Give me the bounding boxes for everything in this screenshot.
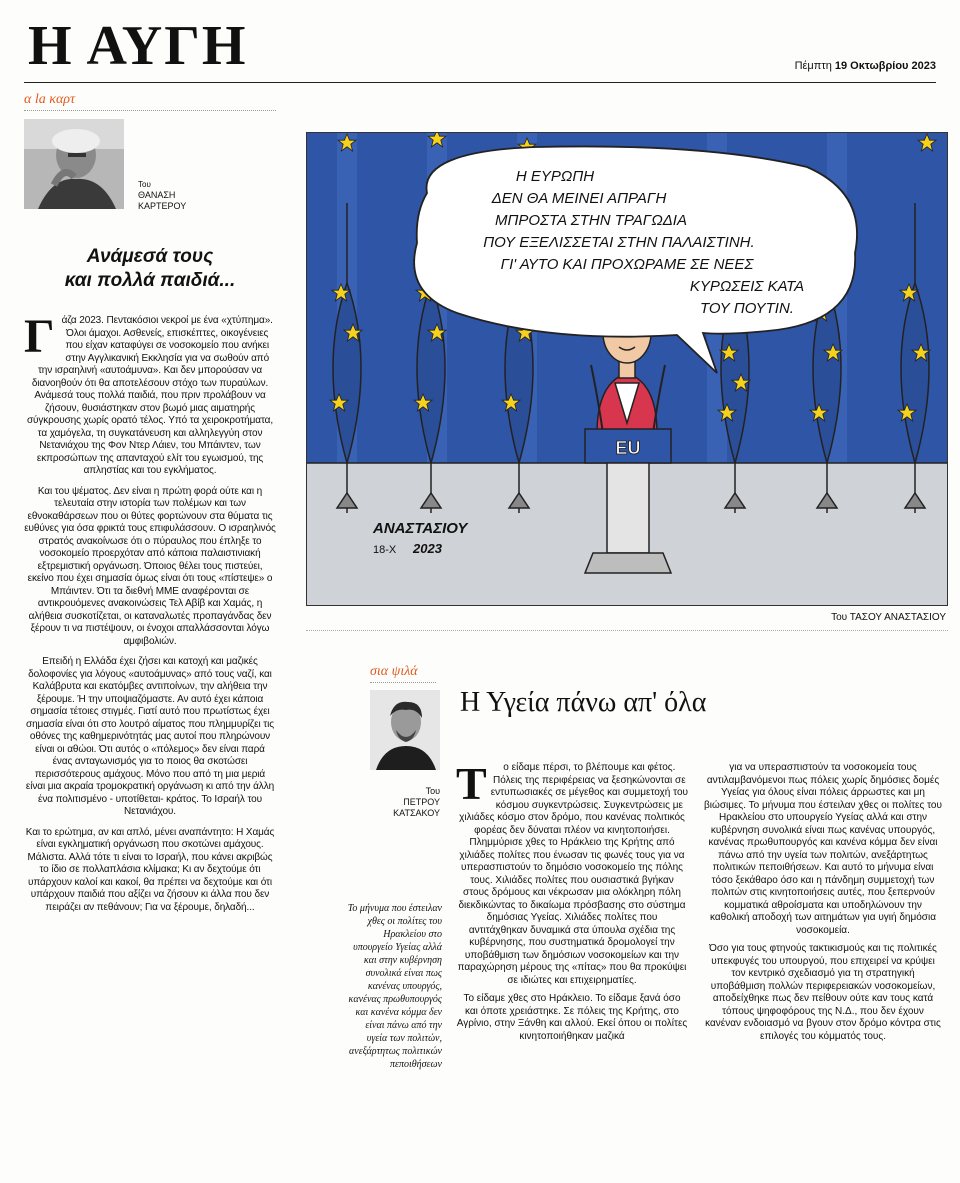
issue-date-day: Πέμπτη xyxy=(794,60,832,72)
speech-line-1: Η ΕΥΡΩΠΗ xyxy=(515,168,595,185)
right-byline xyxy=(370,786,440,819)
right-paragraph-2: Το είδαμε χθες στο Ηράκλειο. Το είδαμε ξανά όσο και όποτε χρειάστηκε. Σε πόλεις της Κρήτης, στο Αγρίνιο, στην Ξάνθη και αλλού. Εκεί όπου οι πολίτες κινητοποιήθηκαν μαζικά xyxy=(456,993,688,1042)
left-paragraph-3: Επειδή η Ελλάδα έχει ζήσει και κατοχή και μαζικές δολοφονίες για λόγους «αυτοάμυνας» από τους ναζί, και Καλάβρυτα και εκατόμβες αντιποίνων, την αλήθεια την ξέρουμε. Ή την υποψιαζόμαστε. Αν αυτό έχει κάποια σημασία τέτοιες στιγμές. Γιατί αυτό που πρωτίστως έχει σημασία είναι ότι στο λουτρό αίματος που πλημμυρίζει τις οθόνες της καθημερινότητάς μας αυτοί που πληρώνουν είναι οι αθώοι. Ότι αυτός ο «πόλεμος» δεν είναι παρά ένας ανταγωνισμός για το ποιος θα σκοτώσει περισσότερους αμάχους. Μόνο που από τη μια μεριά είναι μια ακραία τρομοκρατική οργάνωση κι από την άλλη ένα πολιτισμένο - υποτίθεται- κράτος. Το Ισραήλ του Νετανιάχου. xyxy=(25,656,275,817)
cartoon-divider xyxy=(306,630,948,631)
left-article xyxy=(24,92,276,922)
right-article-column-1 xyxy=(456,758,688,1049)
left-paragraph-1-text: άζα 2023. Πεντακόσιοι νεκροί με ένα «χτύπημα». Όλοι άμαχοι. Ασθενείς, επισκέπτες, οικογένειες που είχαν καταφύγει σε νοσοκομείο που ανήκει στην Αγγλικανική Εκκλησία για να σωθούν από την ισραηλινή «αυτοάμυνα». Και δεν μπορούσαν να διανοηθούν ότι θα αποτελέσουν στόχο των πυραύλων. Ανάμεσά τους πολλά παιδιά, που πριν προλάβουν να ζήσουν, θυσιάστηκαν στον βωμό μιας αιματηρής σύγκρουσης χωρίς ορατό τέλος. Υπό τα χειροκροτήματα, τα χαμόγελα, τη συγκατάνευση και αλληλεγγύη στον Νετανιάχου της Φον Ντερ Λάιεν, του Μπάιντεν, των εκπροσώπων της απανταχού ελίτ του εγωισμού, της απληστίας και του εγκλήματος. xyxy=(26,315,274,476)
left-section-divider xyxy=(24,110,276,111)
right-article-column-2 xyxy=(704,762,942,1049)
cartoon-credit-of: Του xyxy=(831,612,848,623)
left-paragraph-4: Και το ερώτημα, αν και απλό, μένει αναπάντητο: Η Χαμάς είναι εγκληματική οργάνωση που σκοτώνει αμάχους. Μάλιστα. Αλλά τότε τι είναι το Ισραήλ, που κάνει ακριβώς το ίδιο σε πολλαπλάσια κλίμακα; Κι αν δεχτούμε ότι υπάρχουν καλοί και κακοί, θα πρέπει να δεχτούμε και ότι υπάρχουν παιδιά που αξίζει να ζήσουν κι άλλα που δεν πειράζει αν πεθάνουν; Για να ξέρουμε, δηλαδή... xyxy=(25,826,275,913)
signature-year: 2023 xyxy=(413,541,442,556)
masthead-rule xyxy=(24,82,936,83)
right-paragraph-3: για να υπερασπιστούν τα νοσοκομεία τους αντιλαμβανόμενοι πως πόλεις χωρίς δημόσιες δομές Υγείας για όλους είναι πόλεις άρρωστες και μη βιώσιμες. Το μήνυμα που έστειλαν χθες οι πολίτες του Ηρακλείου στο υπουργείο Υγείας αλλά και στην κυβέρνηση συνολικά είναι πως κανένας υπουργός, κανένας πρωθυπουργός και κανένα κόμμα δεν είναι πάνω από την υγεία των πολιτών, ανεξάρτητως πολιτικών πεποιθήσεων. Και αυτό το μήνυμα είναι τόσο ξεκάθαρο όσο και η πάνδημη συμμετοχή των πολιτών στις κινητοποιήσεις αυτές, που ξεπερνούν κομματικά αθροίσματα και υποδηλώνουν την καθολική αποδοχή των αιτημάτων για υγιή δημόσια νοσοκομεία. xyxy=(704,762,942,936)
podium-label: EU xyxy=(615,438,641,458)
left-article-body xyxy=(24,310,276,914)
left-author-box xyxy=(24,119,276,215)
pull-quote: Το μήνυμα που έστειλαν χθες οι πολίτες του Ηρακλείου στο υπουργείο Υγείας αλλά και στην κυβέρνηση συνολικά είναι πως κανένας υπουργός, κανένας πρωθυπουργός και κανένα κόμμα δεν είναι πάνω από την υγεία των πολιτών, ανεξάρτητως πολιτικών πεποιθήσεων xyxy=(347,903,442,1070)
speech-line-7: ΤΟΥ ΠΟΥΤΙΝ. xyxy=(700,300,794,317)
right-dropcap: Τ xyxy=(456,758,487,809)
speech-line-5: ΓΙ' ΑΥΤΟ ΚΑΙ ΠΡΟΧΩΡΑΜΕ ΣΕ ΝΕΕΣ xyxy=(500,256,754,273)
cartoon-credit xyxy=(831,612,946,623)
right-headline: Η Υγεία πάνω απ' όλα xyxy=(460,687,707,718)
newspaper-title: Η ΑΥΓΗ xyxy=(28,15,248,77)
cartoonist-signature: ΑΝΑΣΤΑΣΙΟΥ xyxy=(373,520,468,537)
issue-date xyxy=(795,60,936,72)
right-section-tag: σια ψιλά xyxy=(370,664,418,679)
left-author-first: ΘΑΝΑΣΗ xyxy=(138,190,176,200)
speech-line-6: ΚΥΡΩΣΕΙΣ ΚΑΤΑ xyxy=(689,278,805,295)
left-headline-line-1: Ανάμεσά τους xyxy=(86,246,214,267)
left-dropcap: Γ xyxy=(24,310,55,363)
right-section-divider xyxy=(370,682,436,683)
right-paragraph-1 xyxy=(456,758,688,987)
author-photo-katsakos xyxy=(370,690,440,770)
cartoon-credit-name: ΤΑΣΟΥ ΑΝΑΣΤΑΣΙΟΥ xyxy=(849,612,946,623)
author-photo-karteros xyxy=(24,119,124,209)
issue-date-rest: 19 Οκτωβρίου 2023 xyxy=(834,60,936,72)
left-headline-line-2: και πολλά παιδιά... xyxy=(64,270,236,291)
political-cartoon xyxy=(306,132,948,606)
right-paragraph-1-text: ο είδαμε πέρσι, το βλέπουμε και φέτος. Πόλεις της περιφέρειας να ξεσηκώνονται σε εντυπωσιακές σε μέγεθος και συμμετοχή του κόσμου συγκεντρώσεις. Συγκεντρώσεις με χιλιάδες κόσμο στον δρόμο, που κανένας πολιτικός φορέας δεν δύναται πλέον να κινητοποιήσει. Πλημμύρισε χθες το Ηράκλειο της Κρήτης από χιλιάδες πολίτες που ένωσαν τις φωνές τους για να υπερασπιστούν το δημόσιο νοσοκομείο της πόλης τους. Χιλιάδες πολίτες που ουσιαστικά βγήκαν στους δρόμους και νέκρωσαν μια ολόκληρη πόλη διεκδικώντας το δικαίωμα πρόσβασης στο σύστημα δημόσιας Υγείας. Χιλιάδες πολίτες που αντιτάχθηκαν δυναμικά στα ύπουλα σχέδια της κυβέρνησης, που συστηματικά δρομολογεί την υποβάθμιση των δημόσιων νοσοκομείων και την παραχώρηση μέρους της «πίτας» που θα προκύψει σε ιδιώτες και επιχειρηματίες. xyxy=(457,762,688,986)
right-author-last: ΚΑΤΣΑΚΟΥ xyxy=(393,808,440,818)
left-byline-of: Του xyxy=(138,180,151,189)
left-section-tag: α la καρτ xyxy=(24,92,76,107)
right-byline-of: Του xyxy=(425,786,440,796)
right-paragraph-4: Όσο για τους φτηνούς τακτικισμούς και τις πολιτικές υπεκφυγές του υπουργού, που επιχειρεί να κρύψει τον κεντρικό σχεδιασμό για τη στρατηγική υποβάθμιση πολλών περιφερειακών νοσοκομείων, αποδείχθηκε πως δεν πείθουν ούτε καν τους κατά τόπους ψηφοφόρους της Ν.Δ., που δεν έχουν κανέναν ενδοιασμό να βγουν στον δρόμο κόντρα στις επιλογές του κόμματός τους. xyxy=(705,943,941,1042)
left-headline xyxy=(24,245,276,293)
left-byline xyxy=(138,179,186,212)
masthead xyxy=(24,14,936,78)
left-paragraph-2: Και του ψέματος. Δεν είναι η πρώτη φορά ούτε και η τελευταία στην ιστορία των πολέμων και των εθνοκαθάρσεων που οι θύτες φορτώνουν στα θύματα τις ευθύνες για όσα φρικτά τους επιφυλάσσουν. Ο ισραηλινός στρατός ανακοίνωσε ότι ο πύραυλος που έπληξε το νοσοκομείο προερχόταν από κάποια παλαιστινιακή εξτρεμιστική οργάνωση. Όποιος θέλει τους πιστεύει, εκείνο που έχει σημασία όμως είναι ότι τους «πίστεψε» ο Μπάιντεν. Ότι τα διεθνή ΜΜΕ αναφέρονται σε αντικρουόμενες ανακοινώσεις Τελ Αβίβ και Χαμάς, η αλήθεια συσκοτίζεται, οι καταναλωτές προπαγάνδας δεν ξέρουν τι να πιστέψουν, οι ένοχοι απαλλάσσονται λόγω αμφιβολιών. xyxy=(24,485,276,647)
left-paragraph-1 xyxy=(24,310,276,478)
speech-line-4: ΠΟΥ ΕΞΕΛΙΣΣΕΤΑΙ ΣΤΗΝ ΠΑΛΑΙΣΤΙΝΗ. xyxy=(483,234,755,251)
signature-date: 18-X xyxy=(373,544,397,556)
left-author-last: ΚΑΡΤΕΡΟΥ xyxy=(138,201,187,211)
speech-line-2: ΔΕΝ ΘΑ ΜΕΙΝΕΙ ΑΠΡΑΓΗ xyxy=(491,190,667,207)
speech-line-3: ΜΠΡΟΣΤΑ ΣΤΗΝ ΤΡΑΓΩΔΙΑ xyxy=(495,212,687,229)
right-author-first: ΠΕΤΡΟΥ xyxy=(403,797,440,807)
